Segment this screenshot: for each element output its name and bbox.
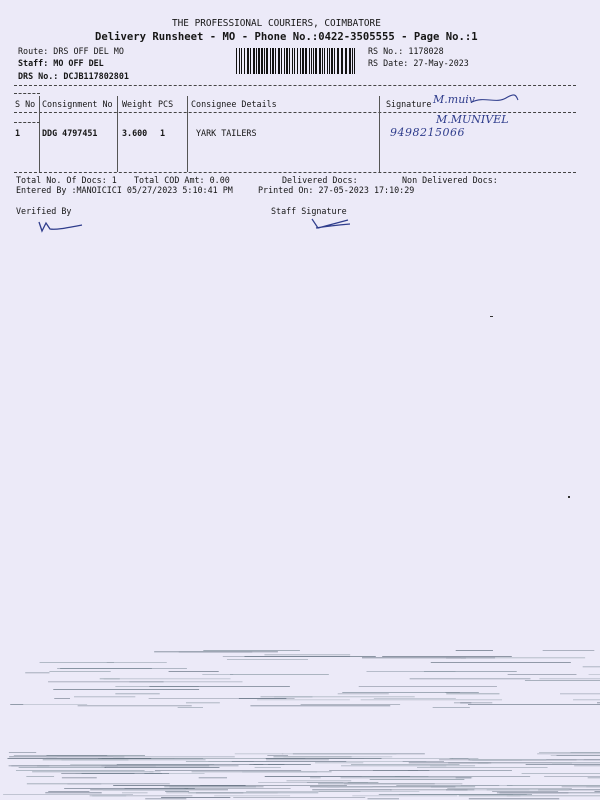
- sno-header-rule: [14, 93, 40, 94]
- scan-streak: [537, 754, 600, 755]
- scan-streak: [258, 782, 343, 783]
- scan-streak: [202, 674, 233, 675]
- scan-streak: [169, 787, 263, 788]
- barcode-bar: [337, 48, 339, 74]
- scan-streak: [522, 773, 600, 774]
- col-divider: [379, 96, 380, 172]
- route-label: Route: DRS OFF DEL MO: [18, 46, 124, 56]
- scan-streak: [332, 761, 426, 762]
- scan-streak: [208, 761, 268, 762]
- scan-streak: [45, 793, 101, 794]
- scan-streak: [446, 694, 499, 695]
- scan-streak: [145, 799, 186, 800]
- scan-streak: [10, 704, 23, 705]
- col-header-consignment: Consignment No: [42, 99, 113, 109]
- barcode-bar: [292, 48, 293, 74]
- scan-streak: [454, 703, 492, 704]
- scan-streak: [364, 758, 453, 759]
- barcode-bar: [250, 48, 251, 74]
- company-name: THE PROFESSIONAL COURIERS, COIMBATORE: [172, 18, 381, 29]
- barcode-bar: [322, 48, 323, 74]
- scan-streak: [257, 700, 350, 701]
- scan-streak: [409, 763, 491, 764]
- barcode-bar: [272, 48, 274, 74]
- scan-streak: [64, 788, 195, 789]
- barcode-bar: [297, 48, 298, 74]
- col-header-sno: S No: [15, 99, 36, 109]
- scan-streak: [107, 662, 167, 663]
- scan-streak: [446, 658, 495, 659]
- scan-streak: [40, 662, 114, 663]
- table-bottom-rule: [14, 172, 576, 173]
- scan-streak: [410, 679, 531, 680]
- scan-streak: [368, 799, 399, 800]
- scan-streak: [338, 694, 389, 695]
- runsheet-title: Delivery Runsheet - MO - Phone No.:0422-3505555 - Page No.:1: [95, 31, 478, 43]
- scan-streak: [447, 788, 572, 789]
- scan-streak: [7, 758, 151, 759]
- scan-streak: [115, 694, 159, 695]
- barcode-bar: [315, 48, 317, 74]
- scan-streak: [266, 760, 329, 761]
- scan-streak: [267, 755, 288, 756]
- col-header-pcs: PCS: [158, 99, 174, 109]
- barcode-bar: [352, 48, 353, 74]
- scan-streak: [230, 674, 329, 675]
- scan-streak: [186, 703, 220, 704]
- scan-streak: [27, 784, 101, 785]
- scan-streak: [113, 757, 235, 758]
- non-delivered-docs: Non Delivered Docs:: [402, 175, 498, 185]
- scan-streak: [456, 650, 493, 651]
- scan-streak: [574, 766, 600, 767]
- scan-streak: [583, 667, 600, 668]
- total-cod: Total COD Amt: 0.00: [134, 175, 230, 185]
- scan-streak: [184, 788, 290, 789]
- barcode-bar: [300, 48, 301, 74]
- scan-streak: [382, 656, 512, 657]
- barcode-bar: [278, 48, 280, 74]
- barcode-bar: [253, 48, 255, 74]
- scan-streak: [594, 791, 600, 792]
- barcode-bar: [329, 48, 330, 74]
- barcode-bar: [281, 48, 282, 74]
- scan-streak: [286, 781, 351, 782]
- handwritten-name: M.MUNIVEL: [436, 113, 509, 126]
- total-docs: Total No. Of Docs: 1: [16, 175, 117, 185]
- scan-streak: [76, 773, 205, 774]
- scan-streak: [361, 700, 502, 701]
- col-header-consignee: Consignee Details: [191, 99, 277, 109]
- barcode-bar: [313, 48, 314, 74]
- scan-streak: [359, 686, 497, 687]
- scan-streak: [556, 755, 600, 756]
- barcode-bar: [236, 48, 237, 74]
- scan-streak: [154, 652, 278, 653]
- scan-streak: [344, 784, 462, 785]
- scan-streak: [48, 791, 89, 792]
- scan-noise-band: [0, 752, 600, 800]
- staff-signature-mark: [308, 216, 354, 232]
- scan-streak: [246, 791, 360, 792]
- barcode-bar: [286, 48, 288, 74]
- barcode-bar: [302, 48, 304, 74]
- scan-streak: [57, 668, 187, 669]
- scan-streak: [117, 764, 264, 765]
- scan-streak: [46, 757, 57, 758]
- drs-number: DRS No.: DCJB117802801: [18, 71, 129, 81]
- col-divider: [117, 96, 118, 172]
- scan-streak: [169, 671, 219, 672]
- scan-streak: [461, 785, 513, 786]
- scan-streak: [310, 778, 321, 779]
- scan-streak: [543, 650, 595, 651]
- rs-number: RS No.: 1178028: [368, 46, 444, 56]
- barcode-bar: [258, 48, 260, 74]
- scan-streak: [446, 790, 468, 791]
- scan-streak: [149, 772, 160, 773]
- scan-streak: [573, 700, 600, 701]
- scan-streak: [53, 689, 199, 690]
- scan-streak: [539, 679, 600, 680]
- col-header-signature: Signature: [386, 99, 432, 109]
- scan-streak: [588, 778, 600, 779]
- scan-streak: [3, 794, 133, 795]
- verified-by-label: Verified By: [16, 206, 72, 216]
- barcode-bar: [241, 48, 242, 74]
- scan-streak: [32, 772, 153, 773]
- scan-streak: [239, 698, 286, 699]
- col-header-weight: Weight: [122, 99, 153, 109]
- scan-noise-band: [0, 650, 600, 710]
- scan-streak: [203, 650, 300, 651]
- scan-streak: [274, 697, 415, 698]
- scan-streak: [78, 706, 192, 707]
- scan-streak: [499, 793, 600, 794]
- scan-streak: [178, 707, 203, 708]
- staff-label: Staff: MO OFF DEL: [18, 58, 104, 68]
- barcode-bar: [345, 48, 347, 74]
- scan-streak: [469, 799, 559, 800]
- barcode-bar: [324, 48, 325, 74]
- barcode-bar: [311, 48, 312, 74]
- col-divider: [187, 96, 188, 172]
- barcode-bar: [354, 48, 355, 74]
- scan-streak: [19, 767, 106, 768]
- handwritten-phone: 9498215066: [390, 126, 465, 139]
- scan-streak: [492, 791, 558, 792]
- scan-streak: [214, 796, 290, 797]
- sno-row-rule: [14, 122, 40, 123]
- scan-streak: [14, 755, 107, 756]
- scan-streak: [329, 770, 429, 771]
- scan-streak: [341, 766, 475, 767]
- scan-streak: [104, 679, 231, 680]
- scan-streak: [424, 671, 517, 672]
- barcode-bar: [266, 48, 268, 74]
- scan-streak: [161, 797, 230, 798]
- scan-streak: [301, 704, 400, 705]
- scan-streak: [192, 772, 332, 773]
- scan-streak: [312, 790, 391, 791]
- scan-streak: [445, 692, 459, 693]
- barcode-bar: [327, 48, 328, 74]
- scan-streak: [9, 752, 36, 753]
- barcode-bar: [331, 48, 333, 74]
- scan-streak: [9, 757, 124, 758]
- scan-streak: [92, 796, 126, 797]
- scan-streak: [105, 767, 220, 768]
- staff-signature-label: Staff Signature: [271, 206, 347, 216]
- scan-speck: [568, 496, 570, 498]
- entered-by: Entered By :MANOICICI 05/27/2023 5:10:41 PM: [16, 185, 233, 195]
- scan-streak: [374, 698, 456, 699]
- scan-streak: [255, 767, 281, 768]
- table-top-rule: [14, 85, 576, 86]
- row-consignee: YARK TAILERS: [196, 128, 257, 138]
- scan-streak: [487, 790, 569, 791]
- scan-streak: [122, 793, 148, 794]
- scan-streak: [113, 785, 245, 786]
- scan-streak: [459, 796, 600, 797]
- scan-streak: [227, 659, 308, 660]
- scan-streak: [165, 791, 189, 792]
- rs-date: RS Date: 27-May-2023: [368, 58, 469, 68]
- scan-streak: [417, 767, 548, 768]
- scan-streak: [341, 778, 473, 779]
- barcode-bar: [319, 48, 321, 74]
- scan-streak: [562, 787, 600, 788]
- row-consignment: DDG 4797451: [42, 128, 98, 138]
- scan-streak: [283, 757, 392, 758]
- barcode-bar: [334, 48, 335, 74]
- scan-streak: [525, 680, 600, 681]
- scan-streak: [352, 796, 457, 797]
- scan-streak: [508, 674, 577, 675]
- signature-stroke: [470, 94, 520, 106]
- scan-streak: [62, 778, 97, 779]
- scan-streak: [584, 760, 600, 761]
- barcode-bar: [341, 48, 343, 74]
- barcode-bar: [294, 48, 295, 74]
- scan-streak: [539, 752, 600, 753]
- scan-streak: [54, 698, 70, 699]
- barcode-bar: [239, 48, 240, 74]
- scan-streak: [105, 766, 209, 767]
- scan-streak: [155, 770, 301, 771]
- scan-streak: [26, 776, 54, 777]
- scan-streak: [468, 704, 600, 705]
- scan-streak: [315, 763, 363, 764]
- scan-streak: [235, 754, 284, 755]
- barcode-bar: [275, 48, 276, 74]
- barcode-bar: [305, 48, 307, 74]
- col-divider: [39, 96, 40, 172]
- scan-streak: [199, 778, 227, 779]
- scan-streak: [244, 656, 375, 657]
- barcode: [236, 48, 356, 74]
- scan-streak: [16, 770, 145, 771]
- scan-streak: [351, 764, 459, 765]
- scan-streak: [370, 779, 465, 780]
- barcode-bar: [309, 48, 310, 74]
- scan-streak: [320, 787, 372, 788]
- barcode-bar: [264, 48, 265, 74]
- barcode-bar: [256, 48, 257, 74]
- scan-streak: [61, 760, 205, 761]
- barcode-bar: [284, 48, 285, 74]
- barcode-bar: [349, 48, 351, 74]
- scan-streak: [196, 793, 243, 794]
- delivered-docs: Delivered Docs:: [282, 175, 358, 185]
- scan-streak: [470, 760, 546, 761]
- scan-streak: [282, 754, 397, 755]
- scan-streak: [25, 673, 49, 674]
- scan-streak: [507, 785, 600, 786]
- scan-streak: [526, 764, 600, 765]
- scan-streak: [264, 655, 350, 656]
- scan-streak: [348, 782, 379, 783]
- handwritten-signature: M.muiv: [433, 93, 476, 106]
- scan-streak: [431, 662, 571, 663]
- scan-streak: [103, 790, 186, 791]
- barcode-bar: [261, 48, 263, 74]
- scan-streak: [589, 674, 600, 675]
- barcode-bar: [244, 48, 245, 74]
- scan-streak: [250, 706, 390, 707]
- scan-streak: [74, 697, 135, 698]
- barcode-bar: [289, 48, 290, 74]
- verifier-signature: [36, 218, 86, 234]
- scan-streak: [433, 707, 470, 708]
- row-pcs: 1: [160, 128, 166, 138]
- scan-streak: [362, 776, 429, 777]
- scan-speck: [490, 316, 493, 317]
- scan-streak: [233, 797, 365, 798]
- scan-streak: [149, 686, 290, 687]
- scan-streak: [456, 778, 471, 779]
- scan-streak: [48, 682, 164, 683]
- barcode-bar: [247, 48, 249, 74]
- scan-streak: [544, 776, 600, 777]
- row-sno: 1: [15, 128, 21, 138]
- scan-streak: [430, 766, 446, 767]
- scan-streak: [452, 758, 479, 759]
- scan-streak: [49, 671, 110, 672]
- scan-streak: [460, 703, 471, 704]
- scan-streak: [560, 694, 600, 695]
- row-weight: 3.600: [122, 128, 148, 138]
- barcode-bar: [270, 48, 271, 74]
- scan-streak: [410, 794, 513, 795]
- printed-on: Printed On: 27-05-2023 17:10:29: [258, 185, 415, 195]
- scan-streak: [552, 763, 600, 764]
